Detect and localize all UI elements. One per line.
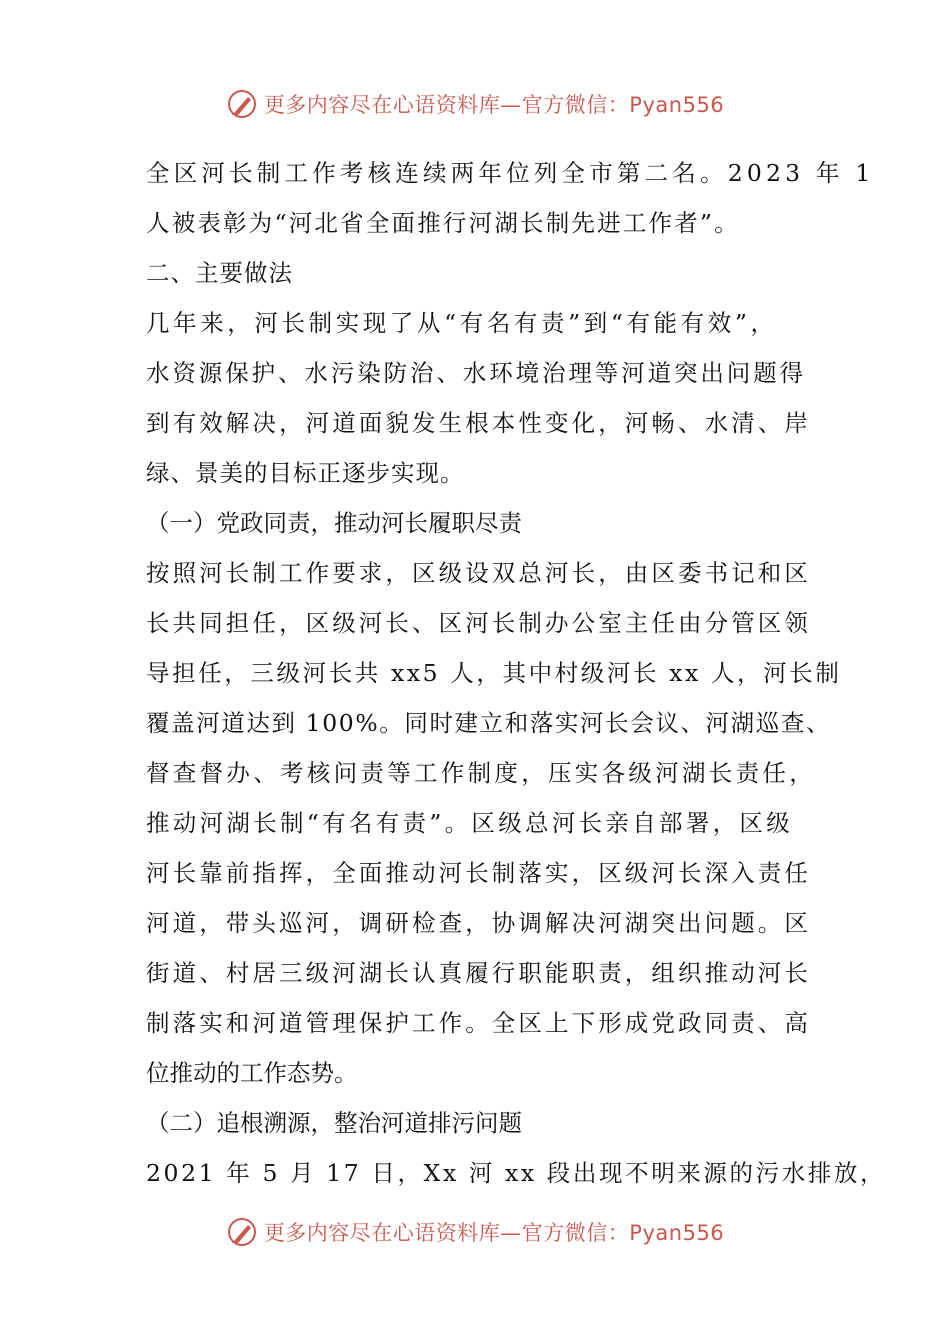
text-line: 推动河湖长制“有名有责”。区级总河长亲自部署，区级 <box>146 809 794 837</box>
text-line: 按照河长制工作要求，区级设双总河长，由区委书记和区 <box>146 559 811 587</box>
text-line: 位推动的工作态势。 <box>146 1059 358 1087</box>
text-line: 全区河长制工作考核连续两年位列全市第二名。2023 年 1 <box>146 159 875 187</box>
text-line: 长共同担任，区级河长、区河长制办公室主任由分管区领 <box>146 609 811 637</box>
subsection-heading: （一）党政同责，推动河长履职尽责 <box>146 509 522 537</box>
text-line: 街道、村居三级河湖长认真履行职能职责，组织推动河长 <box>146 959 811 987</box>
text-line: 到有效解决，河道面貌发生根本性变化，河畅、水清、岸 <box>146 409 811 437</box>
text-line: 督查督办、考核问责等工作制度，压实各级河湖长责任， <box>146 759 816 787</box>
text-line: 几年来，河长制实现了从“有名有责”到“有能有效”， <box>146 309 778 337</box>
watermark-text: 更多内容尽在心语资料库—官方微信：Pyan556 <box>263 93 725 117</box>
section-heading: 二、主要做法 <box>146 259 293 287</box>
text-line: 覆盖河道达到 100%。同时建立和落实河长会议、河湖巡查、 <box>146 709 832 737</box>
text-line: 水资源保护、水污染防治、水环境治理等河道突出问题得 <box>146 359 806 387</box>
text-line: 绿、景美的目标正逐步实现。 <box>146 459 465 487</box>
text-line: 河道，带头巡河，调研检查，协调解决河湖突出问题。区 <box>146 909 811 937</box>
text-line: 河长靠前指挥，全面推动河长制落实，区级河长深入责任 <box>146 859 811 887</box>
header-watermark <box>0 84 950 124</box>
subsection-heading: （二）追根溯源，整治河道排污问题 <box>146 1109 522 1137</box>
pen-logo-icon <box>226 88 258 120</box>
text-line: 人被表彰为“河北省全面推行河湖长制先进工作者”。 <box>146 209 740 237</box>
text-line: 制落实和河道管理保护工作。全区上下形成党政同责、高 <box>146 1009 811 1037</box>
pen-logo-icon <box>226 1216 258 1248</box>
watermark-text: 更多内容尽在心语资料库—官方微信：Pyan556 <box>263 1221 725 1245</box>
document-body <box>146 148 887 1198</box>
text-line: 导担任，三级河长共 xx5 人，其中村级河长 xx 人，河长制 <box>146 659 842 687</box>
footer-watermark <box>0 1212 950 1252</box>
text-line: 2021 年 5 月 17 日，Xx 河 xx 段出现不明来源的污水排放， <box>146 1159 887 1187</box>
